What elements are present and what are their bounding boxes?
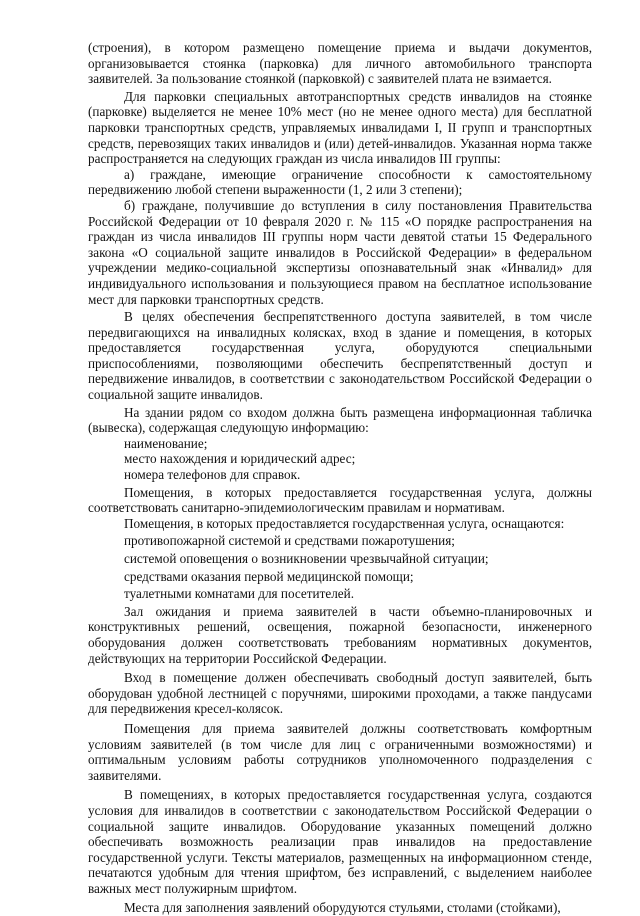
paragraph-conditions-disabled: В помещениях, в которых предоставляется государственная услуга, создаются условия для инвалидов в соответствии с законодательством Российской Федерации о социальной защите инвалидов. Оборудование указанных помещений должно обеспечивать возможность реализации прав инвалидов на предоставление государственной услуги. Тексты материалов, размещенных на информационном стенде, печатаются удобным для чтения шрифтом, без исправлений, с выделением наиболее важных мест полужирным шрифтом.	[88, 787, 592, 896]
paragraph-sanitary: Помещения, в которых предоставляется государственная услуга, должны соответствовать санитарно-эпидемиологическим правилам и нормативам.	[88, 484, 592, 516]
list-item-address: место нахождения и юридический адрес;	[124, 451, 356, 467]
list-item-alert: системой оповещения о возникновении чрезвычайной ситуации;	[124, 551, 489, 566]
list-item-name: наименование;	[124, 435, 208, 451]
paragraph-item-a: а) граждане, имеющие ограничение способности к самостоятельному передвижению любой степени выраженности (1, 2 или 3 степени);	[88, 166, 592, 198]
paragraph-reception-rooms: Помещения для приема заявителей должны соответствовать комфортным условиям заявителей (в том числе для лиц с ограниченными возможностями) и оптимальным условиям работы сотрудников уполномоченного подразделения с заявителями.	[88, 720, 592, 783]
list-item-medical: средствами оказания первой медицинской помощи;	[124, 568, 414, 584]
paragraph-equipment: Помещения, в которых предоставляется государственная услуга, оснащаются:	[124, 515, 565, 531]
paragraph-item-b: б) граждане, получившие до вступления в силу постановления Правительства Российской Федерации от 10 февраля 2020 г. № 115 «О порядке распространения на граждан из числа инвалидов III группы норм части девятой статьи 15 Федерального закона «О социальной защите инвалидов в Российской Федерации» в федеральном учреждении медико-социальной экспертизы опознавательный знак «Инвалид» для индивидуального использования и пользующиеся правом на бесплатное использование мест для парковки транспортных средств.	[88, 197, 592, 307]
paragraph-parking-intro: (строения), в котором размещено помещение приема и выдачи документов, организовывается стоянка (парковка) для личного автомобильного транспорта заявителей. За пользование стоянкой (парковкой) с заявителей плата не взимается.	[88, 40, 592, 87]
paragraph-waiting-hall: Зал ожидания и приема заявителей в части объемно-планировочных и конструктивных решений, освещения, пожарной безопасности, инженерного оборудования должен соответствовать требованиям нормативных документов, действующих на территории Российской Федерации.	[88, 603, 592, 666]
paragraph-accessibility: В целях обеспечения беспрепятственного доступа заявителей, в том числе передвигающихся на инвалидных колясках, вход в здание и помещения, в которых предоставляется государственная услуга, оборудуются специальными приспособлениями, позволяющими обеспечить беспрепятственный доступ и передвижение инвалидов, в соответствии с законодательством Российской Федерации о социальной защите инвалидов.	[88, 309, 592, 403]
paragraph-disabled-parking: Для парковки специальных автотранспортных средств инвалидов на стоянке (парковке) выделяется не менее 10% мест (но не менее одного места) для бесплатной парковки транспортных средств, управляемых инвалидами I, II групп и транспортных средств, перевозящих таких инвалидов и (или) детей-инвалидов. Указанная норма также распространяется на следующих граждан из числа инвалидов III группы:	[88, 88, 592, 167]
list-item-fire: противопожарной системой и средствами пожаротушения;	[124, 533, 455, 549]
paragraph-signboard: На здании рядом со входом должна быть размещена информационная табличка (вывеска), содержащая следующую информацию:	[88, 404, 592, 436]
list-item-phones: номера телефонов для справок.	[124, 467, 301, 483]
paragraph-forms-places: Места для заполнения заявлений оборудуются стульями, столами (стойками),	[124, 900, 561, 916]
list-item-toilets: туалетными комнатами для посетителей.	[124, 586, 354, 602]
paragraph-entrance: Вход в помещение должен обеспечивать свободный доступ заявителей, быть оборудован удобной лестницей с поручнями, широкими проходами, а также пандусами для передвижения кресел-колясок.	[88, 670, 592, 717]
